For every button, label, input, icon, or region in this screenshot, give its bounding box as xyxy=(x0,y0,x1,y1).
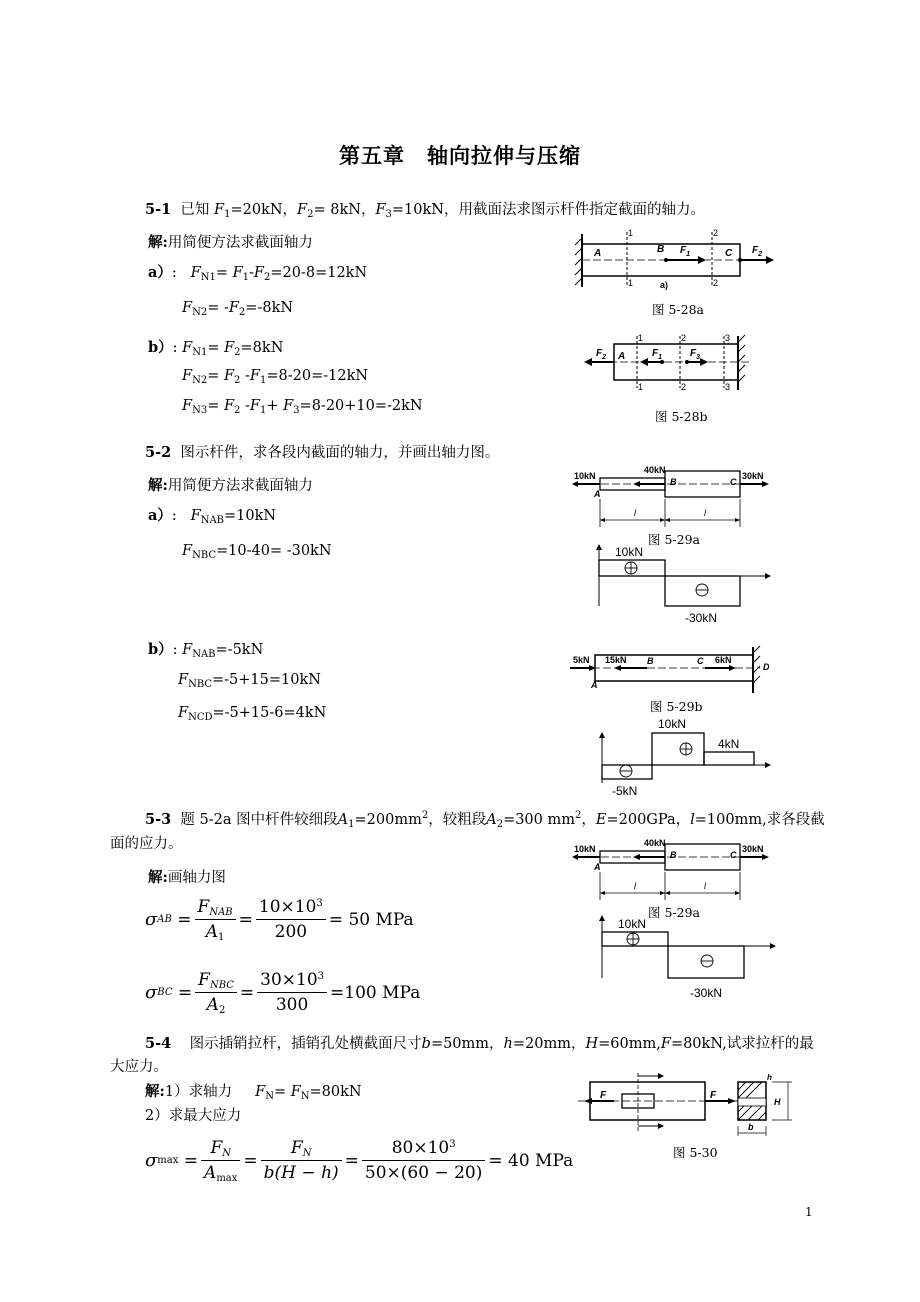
svg-text:D: D xyxy=(763,662,770,672)
solution-5-1: 解:用简便方法求截面轴力 xyxy=(148,234,313,251)
svg-text:10kN: 10kN xyxy=(618,917,647,931)
svg-text:H: H xyxy=(774,1097,781,1107)
svg-text:l: l xyxy=(634,881,636,891)
solution-5-1-b2: $F_{N2}= F_2$ $-F_1=8-20=-12kN$ xyxy=(182,368,369,386)
svg-text:C: C xyxy=(697,656,704,666)
svg-text:F: F xyxy=(710,1090,717,1101)
svg-text:1: 1 xyxy=(638,382,644,392)
solution-5-2: 解:用简便方法求截面轴力 xyxy=(148,477,313,494)
svg-text:40kN: 40kN xyxy=(644,838,666,848)
svg-text:15kN: 15kN xyxy=(605,655,627,665)
solution-5-1-b1: b）: $F_{N1}= F_2=8kN$ xyxy=(148,339,284,358)
solution-5-4-step2: 2）求最大应力 xyxy=(145,1108,242,1124)
figure-5-30 xyxy=(578,1068,798,1143)
solution-5-1-b3: $F_{N3}= F_2$ $-F_1+ F_3=8-20+10=-2kN$ xyxy=(182,398,423,416)
page-number: 1 xyxy=(805,1205,813,1219)
label-10kn: 10kN xyxy=(615,545,644,559)
svg-text:B: B xyxy=(657,244,665,255)
svg-text:10kN: 10kN xyxy=(658,717,687,731)
solution-5-2-b1: b）: $F_{NAB}=-5kN$ xyxy=(148,641,264,660)
svg-text:A: A xyxy=(594,862,601,872)
svg-text:2: 2 xyxy=(681,382,687,392)
figure-5-29a-caption: 图 5-29a xyxy=(648,532,701,547)
svg-text:30kN: 30kN xyxy=(742,471,764,481)
svg-text:6kN: 6kN xyxy=(715,655,732,665)
solution-5-1-a1: a）: $F_{N1}= F_1-F_2=20-8=12kN$ xyxy=(148,264,368,283)
solution-5-2-a2: $F_{NBC}=10-40= -30kN$ xyxy=(182,543,332,561)
svg-text:l: l xyxy=(634,508,636,518)
svg-text:2: 2 xyxy=(713,228,719,238)
solution-5-3: 解:画轴力图 xyxy=(148,869,226,886)
svg-text:2: 2 xyxy=(713,278,719,288)
svg-text:F1: $F_1$ xyxy=(652,348,663,361)
svg-text:A: A xyxy=(594,248,602,259)
figure-5-29a-repeat xyxy=(570,836,775,906)
svg-text:10kN: 10kN xyxy=(574,844,596,854)
solution-5-2-a1: a）: $F_{NAB}=10kN$ xyxy=(148,507,277,526)
svg-text:B: B xyxy=(670,477,677,487)
figure-5-29a-repeat-caption: 图 5-29a xyxy=(648,905,701,920)
equation-sigma-bc: σ BC = $\frac{F_{NBC}}{A_2}$ = $\frac{30\times 10^3}{300}$ =100 MPa xyxy=(145,970,421,1016)
page-title: 第五章 轴向拉伸与压缩 xyxy=(339,144,581,168)
figure-5-29b-caption: 图 5-29b xyxy=(650,699,703,714)
axial-force-diagram-5-3 xyxy=(590,912,780,1002)
label-minus-30kn: -30kN xyxy=(685,611,718,625)
svg-text:30kN: 30kN xyxy=(742,844,764,854)
svg-text:F: F xyxy=(600,1090,607,1101)
svg-text:B: B xyxy=(670,850,677,860)
problem-5-4-statement: 5-4 图示插销拉杆，插销孔处横截面尺寸b=50mm，h=20mm，H=60mm,F=80kN,试求拉杆的最 xyxy=(145,1035,814,1052)
svg-text:3: 3 xyxy=(725,333,731,343)
svg-text:1: 1 xyxy=(638,333,644,343)
svg-text:l: l xyxy=(704,881,706,891)
problem-5-4-statement-cont: 大应力。 xyxy=(110,1059,168,1075)
svg-text:5kN: 5kN xyxy=(573,655,590,665)
svg-text:10kN: 10kN xyxy=(574,471,596,481)
problem-5-2-statement: 5-2 图示杆件，求各段内截面的轴力，并画出轴力图。 xyxy=(145,444,500,461)
svg-text:F1: $F_1$ xyxy=(680,245,691,258)
problem-5-1-statement: 5-1 已知 $F_1=20kN$，$F_2= 8kN$，$F_3=10kN$，用截面法求图示杆件指定截面的轴力。 xyxy=(145,201,705,220)
svg-text:1: 1 xyxy=(628,278,634,288)
svg-text:F2: $F_2$ xyxy=(596,348,607,361)
svg-text:h: h xyxy=(767,1073,772,1082)
svg-text:b: b xyxy=(748,1122,754,1132)
svg-text:1: 1 xyxy=(628,228,634,238)
svg-text:40kN: 40kN xyxy=(644,465,666,475)
figure-5-29b xyxy=(565,643,780,698)
svg-text:3: 3 xyxy=(725,382,731,392)
svg-text:C: C xyxy=(730,850,737,860)
figure-5-30-caption: 图 5-30 xyxy=(673,1145,718,1160)
label-4kn: 4kN xyxy=(718,737,740,751)
svg-text:A: A xyxy=(594,489,601,499)
svg-text:C: C xyxy=(730,477,737,487)
svg-text:A: A xyxy=(591,680,598,690)
axial-force-diagram-5-2b xyxy=(590,715,775,800)
figure-5-28b-caption: 图 5-28b xyxy=(655,409,708,424)
svg-text:C: C xyxy=(725,248,733,259)
svg-text:l: l xyxy=(704,508,706,518)
figure-5-28b xyxy=(582,332,767,397)
svg-text:-30kN: -30kN xyxy=(690,986,723,1000)
solution-5-2-b3: $F_{NCD}=-5+15-6=4kN$ xyxy=(178,705,327,723)
axial-force-diagram-5-2a xyxy=(585,540,775,630)
problem-5-3-statement: 5-3 题 5-2a 图中杆件较细段$A_1=200mm^2$，较粗段$A_2=300$ $mm^2$，E=200GPa，l=100mm,求各段截 xyxy=(145,810,825,830)
equation-sigma-max: σ max = $\frac{F_N}{A_{max}}$ = $\frac{F_N}{b(H - h)}$ = $\frac{80\times 10^3}{50\times(60 - 20)}$ = 40 MPa xyxy=(145,1138,574,1184)
solution-5-4-step1: 解:1）求轴力 $F_N= F_N=80kN$ xyxy=(145,1083,362,1102)
figure-5-28a xyxy=(570,222,790,297)
solution-5-1-a2: $F_{N2}= -F_2=-8kN$ xyxy=(182,300,294,318)
figure-5-28a-caption: 图 5-28a xyxy=(652,302,705,317)
problem-5-3-statement-cont: 面的应力。 xyxy=(110,836,183,852)
solution-5-2-b2: $F_{NBC}=-5+15=10kN$ xyxy=(178,672,321,690)
svg-text:A: A xyxy=(618,351,626,362)
equation-sigma-ab: σ AB = $\frac{F_{NAB}}{A_1}$ = $\frac{10\times 10^3}{200}$ = 50 MPa xyxy=(145,897,414,943)
svg-text:F3: $F_3$ xyxy=(690,348,701,361)
svg-text:a): a) xyxy=(660,280,669,290)
svg-text:F2: $F_2$ xyxy=(752,245,763,258)
figure-5-29a xyxy=(570,463,775,533)
svg-text:B: B xyxy=(647,656,654,666)
svg-text:2: 2 xyxy=(681,333,687,343)
label-minus-5kn: -5kN xyxy=(612,784,638,798)
